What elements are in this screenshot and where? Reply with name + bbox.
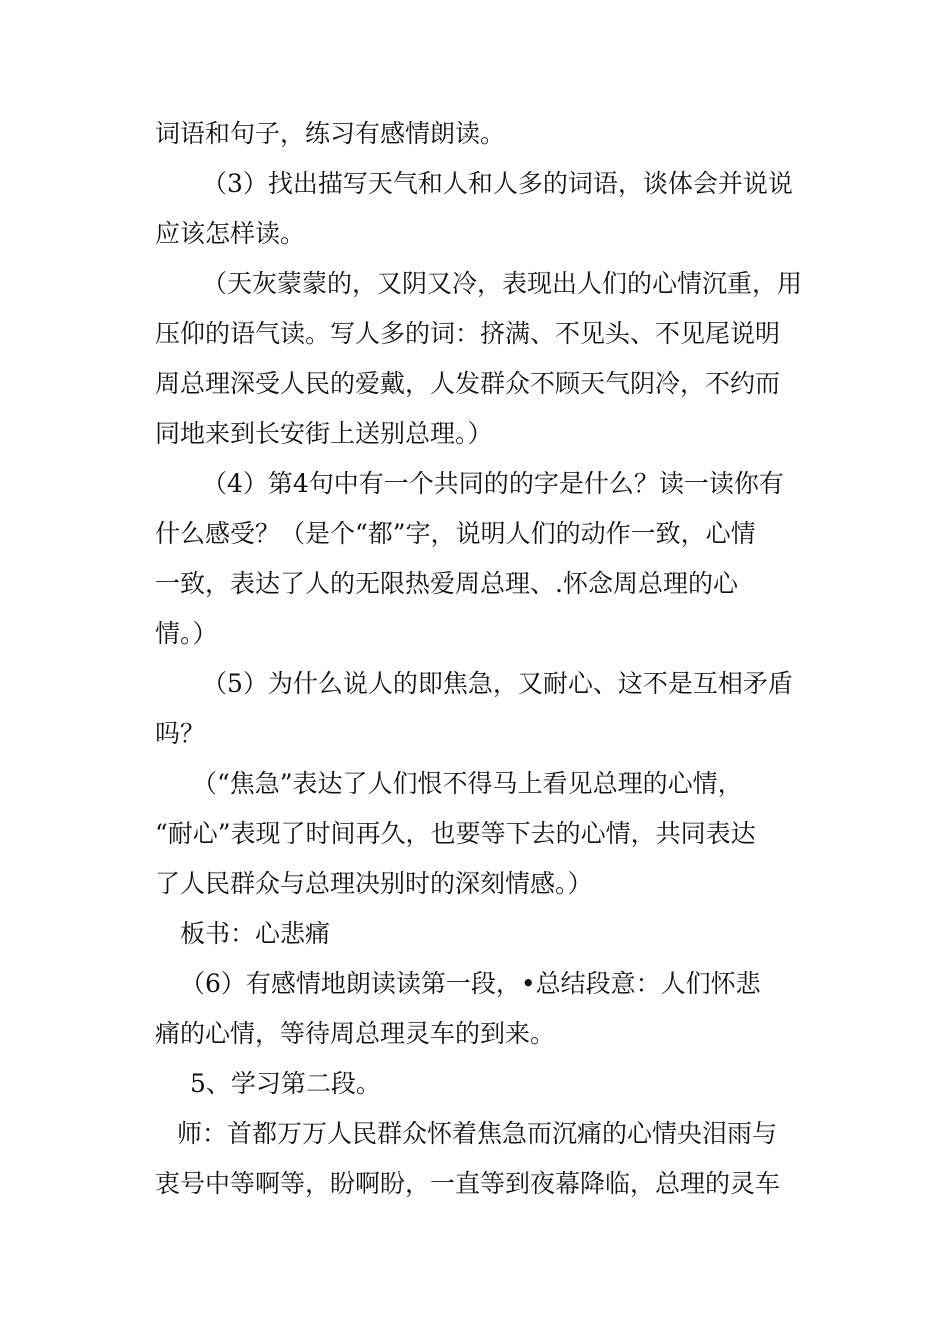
text-line: 师：首都万万人民群众怀着焦急而沉痛的心情央泪雨与 [177,1119,778,1148]
text-line: 什么感受？（是个“都”字，说明人们的动作一致，心情 [155,519,756,548]
text-line: 情。） [155,619,218,648]
text-line: 5、学习第二段。 [190,1069,381,1098]
text-line: 应该怎样读。 [155,219,306,248]
text-line: 同地来到长安街上送别总理。） [155,419,493,448]
text-line: （4）第4句中有一个共同的的字是什么？读一读你有 [202,469,784,498]
text-line: 衷号中等啊等，盼啊盼，一直等到夜幕降临，总理的灵车 [155,1169,781,1198]
text-line: “耐心”表现了时间再久，也要等下去的心情，共同表达 [155,819,756,848]
text-line: 板书：心悲痛 [180,919,331,948]
text-line: （6）有感情地朗读读第一段，•总结段意：人们怀悲 [180,969,761,998]
text-line: （3）找出描写天气和人和人多的词语，谈体会并说说 [202,169,793,198]
text-line: 压仰的语气读。写人多的词：挤满、不见头、不见尾说明 [155,319,781,348]
text-line: 词语和句子，练习有感情朗读。 [155,119,506,148]
text-line: 吗？ [155,719,206,748]
text-line: （5）为什么说人的即焦急，又耐心、这不是互相矛盾 [202,669,793,698]
text-line: 痛的心情，等待周总理灵车的到来。 [155,1019,556,1048]
text-line: （“焦急”表达了人们恨不得马上看见总理的心情， [192,769,743,798]
text-line: 周总理深受人民的爱戴，人发群众不顾天气阴冷，不约而 [155,369,781,398]
text-line: （天灰蒙蒙的，又阴又冷，表现出人们的心情沉重，用 [202,269,803,298]
text-line: 一致，表达了人的无限热爱周总理、.怀念周总理的心 [155,569,738,598]
text-line: 了人民群众与总理决别时的深刻情感。） [155,869,593,898]
